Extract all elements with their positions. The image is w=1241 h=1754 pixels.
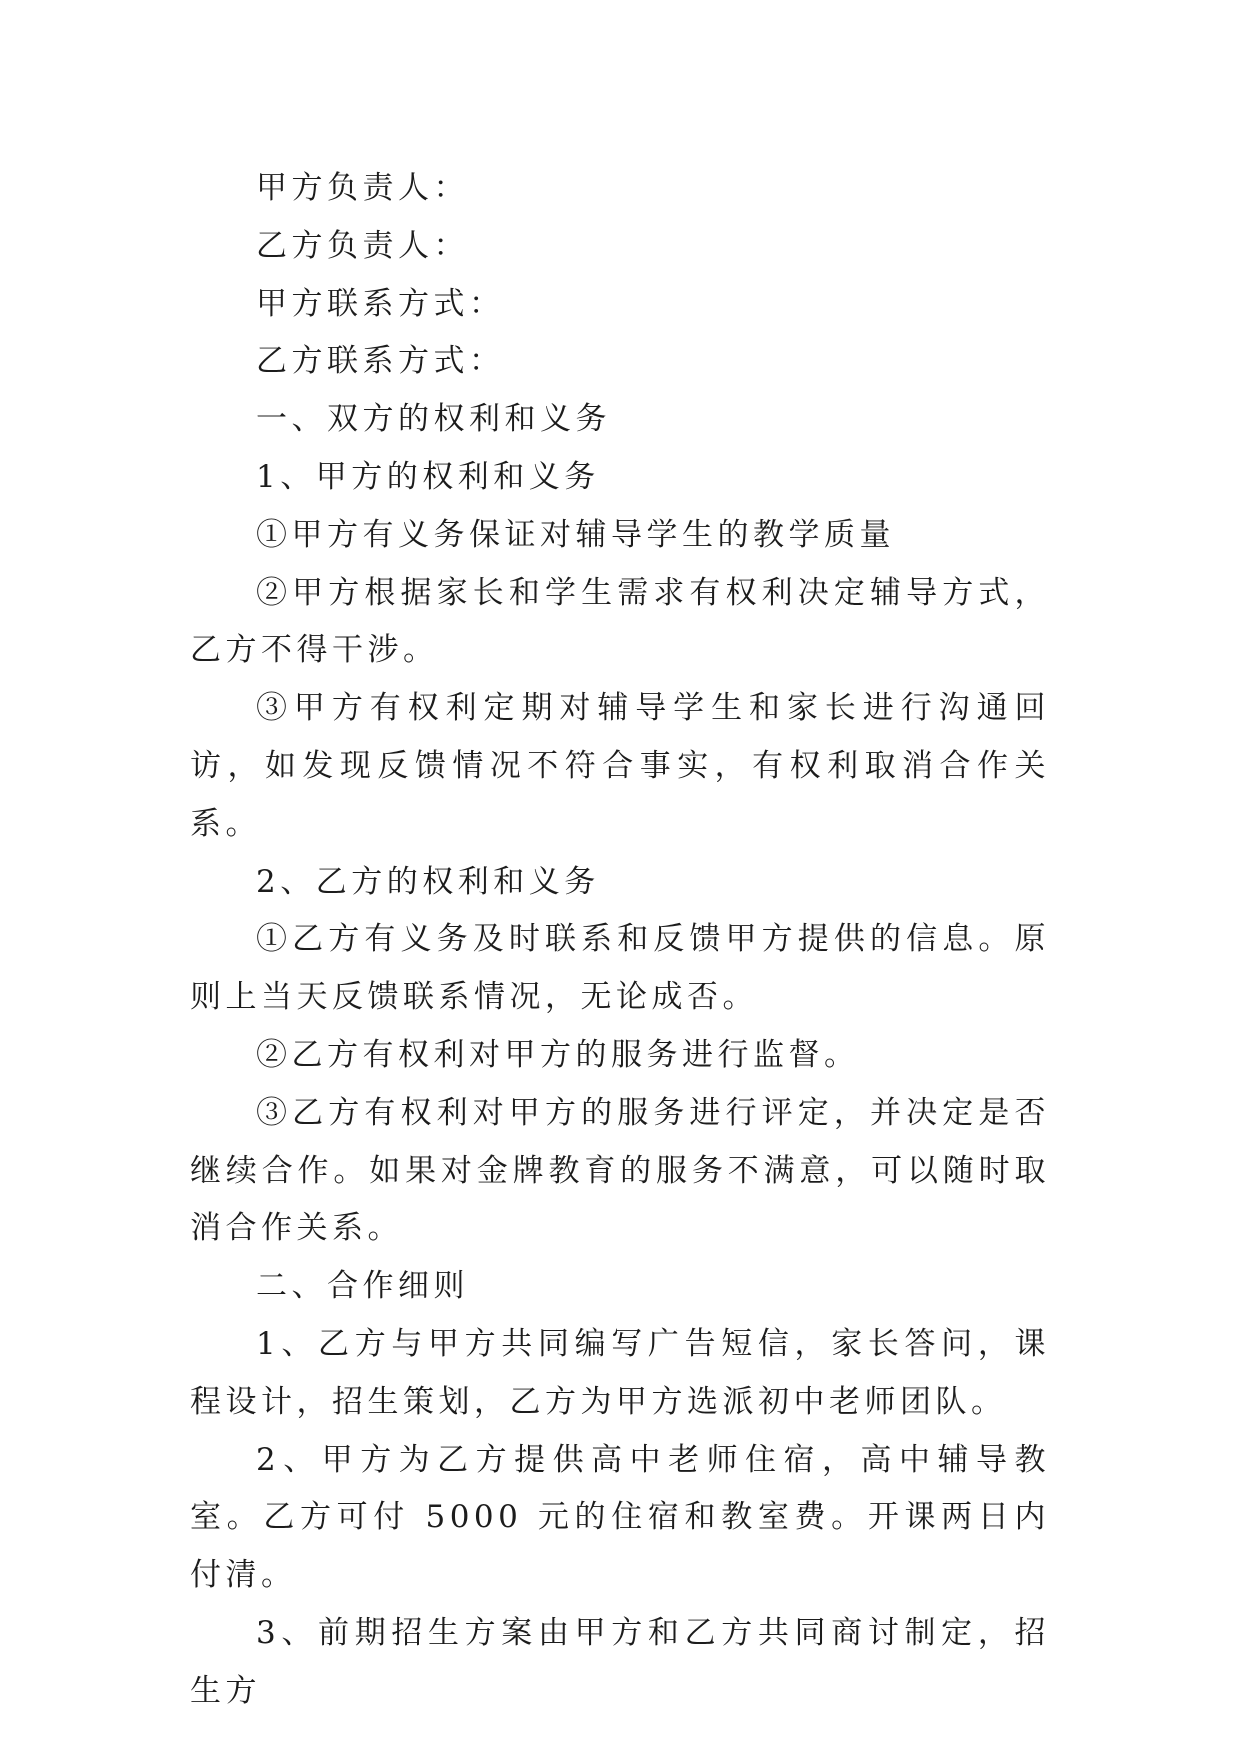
subheading-party-a-rights: 1、甲方的权利和义务 xyxy=(256,458,600,495)
cooperation-clause-3: 3、前期招生方案由甲方和乙方共同商讨制定，招生方 xyxy=(190,1614,1050,1709)
clause-a-3: ③甲方有权利定期对辅导学生和家长进行沟通回访，如发现反馈情况不符合事实，有权利取消合作关系。 xyxy=(190,690,1050,842)
clause-b-3: ③乙方有权利对甲方的服务进行评定，并决定是否继续合作。如果对金牌教育的服务不满意，可以随时取消合作关系。 xyxy=(190,1094,1050,1247)
party-b-contact: 乙方联系方式： xyxy=(256,343,505,380)
clause-a-2: ②甲方根据家长和学生需求有权利决定辅导方式，乙方不得干涉。 xyxy=(190,574,1050,669)
party-a-responsible: 甲方负责人： xyxy=(256,170,469,206)
clause-a-1: ①甲方有义务保证对辅导学生的教学质量 xyxy=(256,516,895,553)
subheading-party-b-rights: 2、乙方的权利和义务 xyxy=(256,863,600,900)
cooperation-clause-2: 2、甲方为乙方提供高中老师住宿，高中辅导教室。乙方可付 5000 元的住宿和教室费。开课两日内付清。 xyxy=(190,1441,1050,1594)
section-heading-cooperation: 二、合作细则 xyxy=(256,1268,469,1305)
cooperation-clause-1: 1、乙方与甲方共同编写广告短信，家长答问，课程设计，招生策划，乙方为甲方选派初中老师团队。 xyxy=(190,1325,1050,1420)
document-body xyxy=(190,160,1050,1721)
clause-b-2: ②乙方有权利对甲方的服务进行监督。 xyxy=(256,1036,860,1073)
clause-b-1: ①乙方有义务及时联系和反馈甲方提供的信息。原则上当天反馈联系情况，无论成否。 xyxy=(190,921,1050,1016)
section-heading-rights: 一、双方的权利和义务 xyxy=(256,401,611,438)
party-a-contact: 甲方联系方式： xyxy=(256,285,505,322)
party-b-responsible: 乙方负责人： xyxy=(256,227,469,264)
